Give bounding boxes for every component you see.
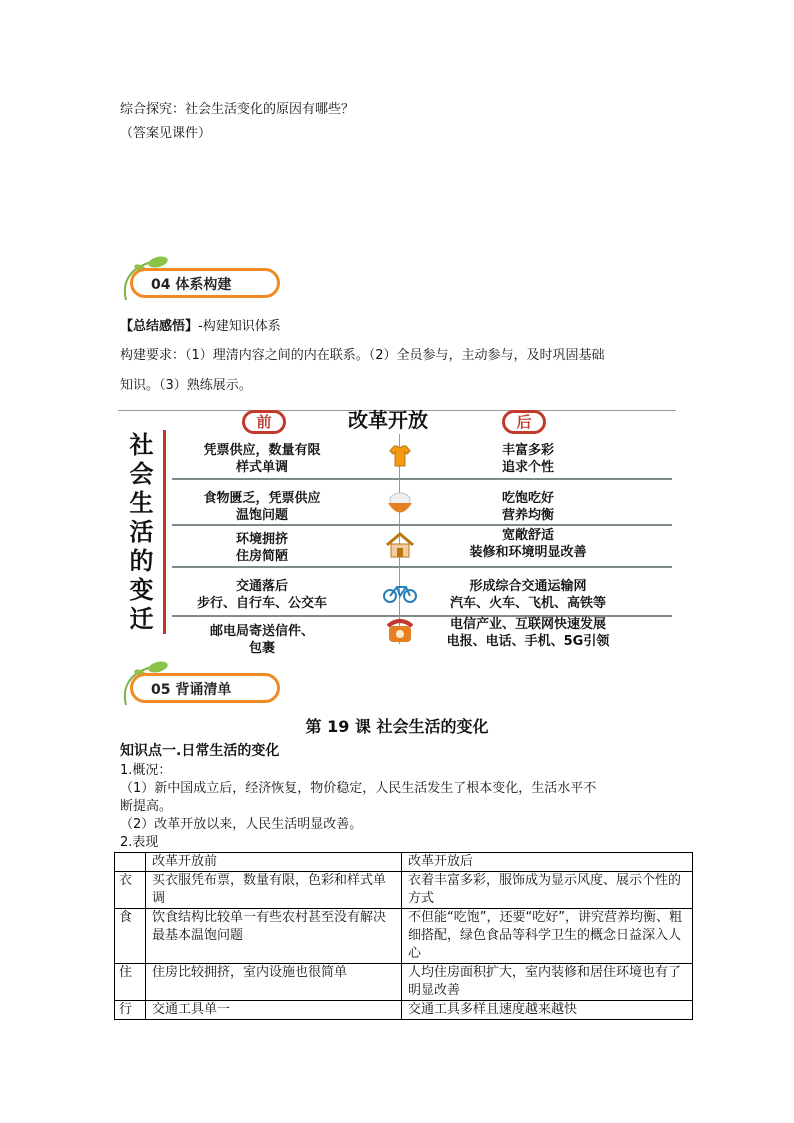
- overview-p1-line2: 断提高。: [120, 799, 173, 814]
- summary-heading-suffix: -构建知识体系: [198, 319, 281, 334]
- side-title-char: 的: [129, 546, 154, 575]
- summary-heading: [120, 317, 281, 337]
- shirt-icon: [388, 444, 412, 468]
- performance-label: 2.表现: [120, 835, 159, 850]
- side-title-char: 变: [129, 575, 154, 604]
- row-after-line: 形成综合交通运输网: [469, 579, 587, 594]
- side-title-char: 生: [129, 488, 154, 517]
- row-divider: [172, 478, 672, 480]
- overview-p2: （2）改革开放以来，人民生活明显改善。: [120, 817, 363, 832]
- side-title-char: 社: [129, 430, 154, 459]
- table-after-cell: 人均住房面积扩大，室内装修和居住环境也有了明显改善: [402, 964, 693, 1001]
- row-after-line: 装修和环境明显改善: [469, 545, 587, 560]
- rice-bowl-icon: [386, 490, 414, 520]
- row-after-line: 追求个性: [501, 460, 554, 475]
- table-header-cell: 改革开放前: [146, 853, 402, 872]
- banner-label: 05 背诵清单: [151, 682, 232, 698]
- row-divider: [172, 524, 672, 526]
- row-after-line: 汽车、火车、飞机、高铁等: [449, 596, 606, 611]
- table-header-cell: 改革开放后: [402, 853, 693, 872]
- table-key-cell: 行: [115, 1001, 146, 1020]
- row-before-line: 温饱问题: [235, 508, 288, 523]
- bicycle-icon: [382, 582, 418, 604]
- knowledge-point-heading: 知识点一.日常生活的变化: [120, 743, 280, 759]
- table-key-cell: 住: [115, 964, 146, 1001]
- requirements-line-1: 构建要求：（1）理清内容之间的内在联系。（2）全员参与，主动参与，及时巩固基础: [120, 348, 605, 363]
- side-title-char: 活: [129, 517, 154, 546]
- row-divider: [172, 566, 672, 568]
- after-badge: 后: [502, 410, 546, 434]
- side-title-char: 会: [129, 459, 154, 488]
- table-after-cell: 衣着丰富多彩，服饰成为显示风度、展示个性的方式: [402, 872, 693, 909]
- table-header-cell: [115, 853, 146, 872]
- before-badge: 前: [242, 410, 286, 434]
- table-row: [115, 1001, 693, 1020]
- side-title: [120, 430, 166, 634]
- row-before-line: 包裹: [248, 641, 275, 656]
- section-banner-05: [118, 659, 288, 711]
- table-key-cell: 衣: [115, 872, 146, 909]
- table-before-cell: 买衣服凭布票，数量有限，色彩和样式单调: [146, 872, 402, 909]
- table-after-cell: 不但能“吃饱”，还要“吃好”，讲究营养均衡、粗细搭配，绿色食品等科学卫生的概念日益深入人心: [402, 909, 693, 964]
- table-row: [115, 872, 693, 909]
- row-before-line: 步行、自行车、公交车: [196, 596, 327, 611]
- table-row: [115, 909, 693, 964]
- telephone-icon: [386, 618, 414, 644]
- section-banner-04: [118, 254, 288, 306]
- social-change-infographic: [118, 408, 676, 656]
- table-after-cell: 交通工具多样且速度越来越快: [402, 1001, 693, 1020]
- table-header-row: [115, 853, 693, 872]
- row-before-line: 食物匮乏，凭票供应: [203, 491, 321, 506]
- row-before-line: 样式单调: [235, 460, 288, 475]
- house-icon: [385, 531, 415, 559]
- row-after-line: 电报、电话、手机、5G引领: [446, 634, 610, 649]
- row-after-line: 营养均衡: [501, 508, 554, 523]
- answer-note: （答案见课件）: [120, 126, 212, 141]
- inquiry-question: 综合探究：社会生活变化的原因有哪些？: [120, 102, 355, 117]
- overview-p1-line1: （1）新中国成立后，经济恢复，物价稳定，人民生活发生了根本变化，生活水平不: [120, 781, 597, 796]
- table-before-cell: 交通工具单一: [146, 1001, 402, 1020]
- requirements-line-2: 知识。（3）熟练展示。: [120, 378, 252, 393]
- row-before-line: 环境拥挤: [235, 532, 288, 547]
- infographic-title: 改革开放: [348, 408, 428, 432]
- table-key-cell: 食: [115, 909, 146, 964]
- banner-label: 04 体系构建: [151, 277, 232, 293]
- summary-heading-bold: 【总结感悟】: [120, 319, 199, 334]
- lesson-title: 第 19 课 社会生活的变化: [305, 717, 489, 736]
- row-after-line: 电信产业、互联网快速发展: [449, 617, 606, 632]
- row-before-line: 邮电局寄送信件、: [209, 624, 314, 639]
- row-before-line: 住房简陋: [235, 549, 288, 564]
- comparison-table: [114, 852, 693, 1020]
- row-after-line: 宽敞舒适: [501, 528, 554, 543]
- table-before-cell: 饮食结构比较单一有些农村甚至没有解决最基本温饱问题: [146, 909, 402, 964]
- table-row: [115, 964, 693, 1001]
- side-title-char: 迁: [129, 604, 154, 633]
- row-after-line: 吃饱吃好: [501, 491, 554, 506]
- row-after-line: 丰富多彩: [501, 443, 554, 458]
- row-before-line: 凭票供应，数量有限: [203, 443, 321, 458]
- overview-label: 1.概况：: [120, 763, 172, 778]
- table-before-cell: 住房比较拥挤，室内设施也很简单: [146, 964, 402, 1001]
- row-before-line: 交通落后: [235, 579, 288, 594]
